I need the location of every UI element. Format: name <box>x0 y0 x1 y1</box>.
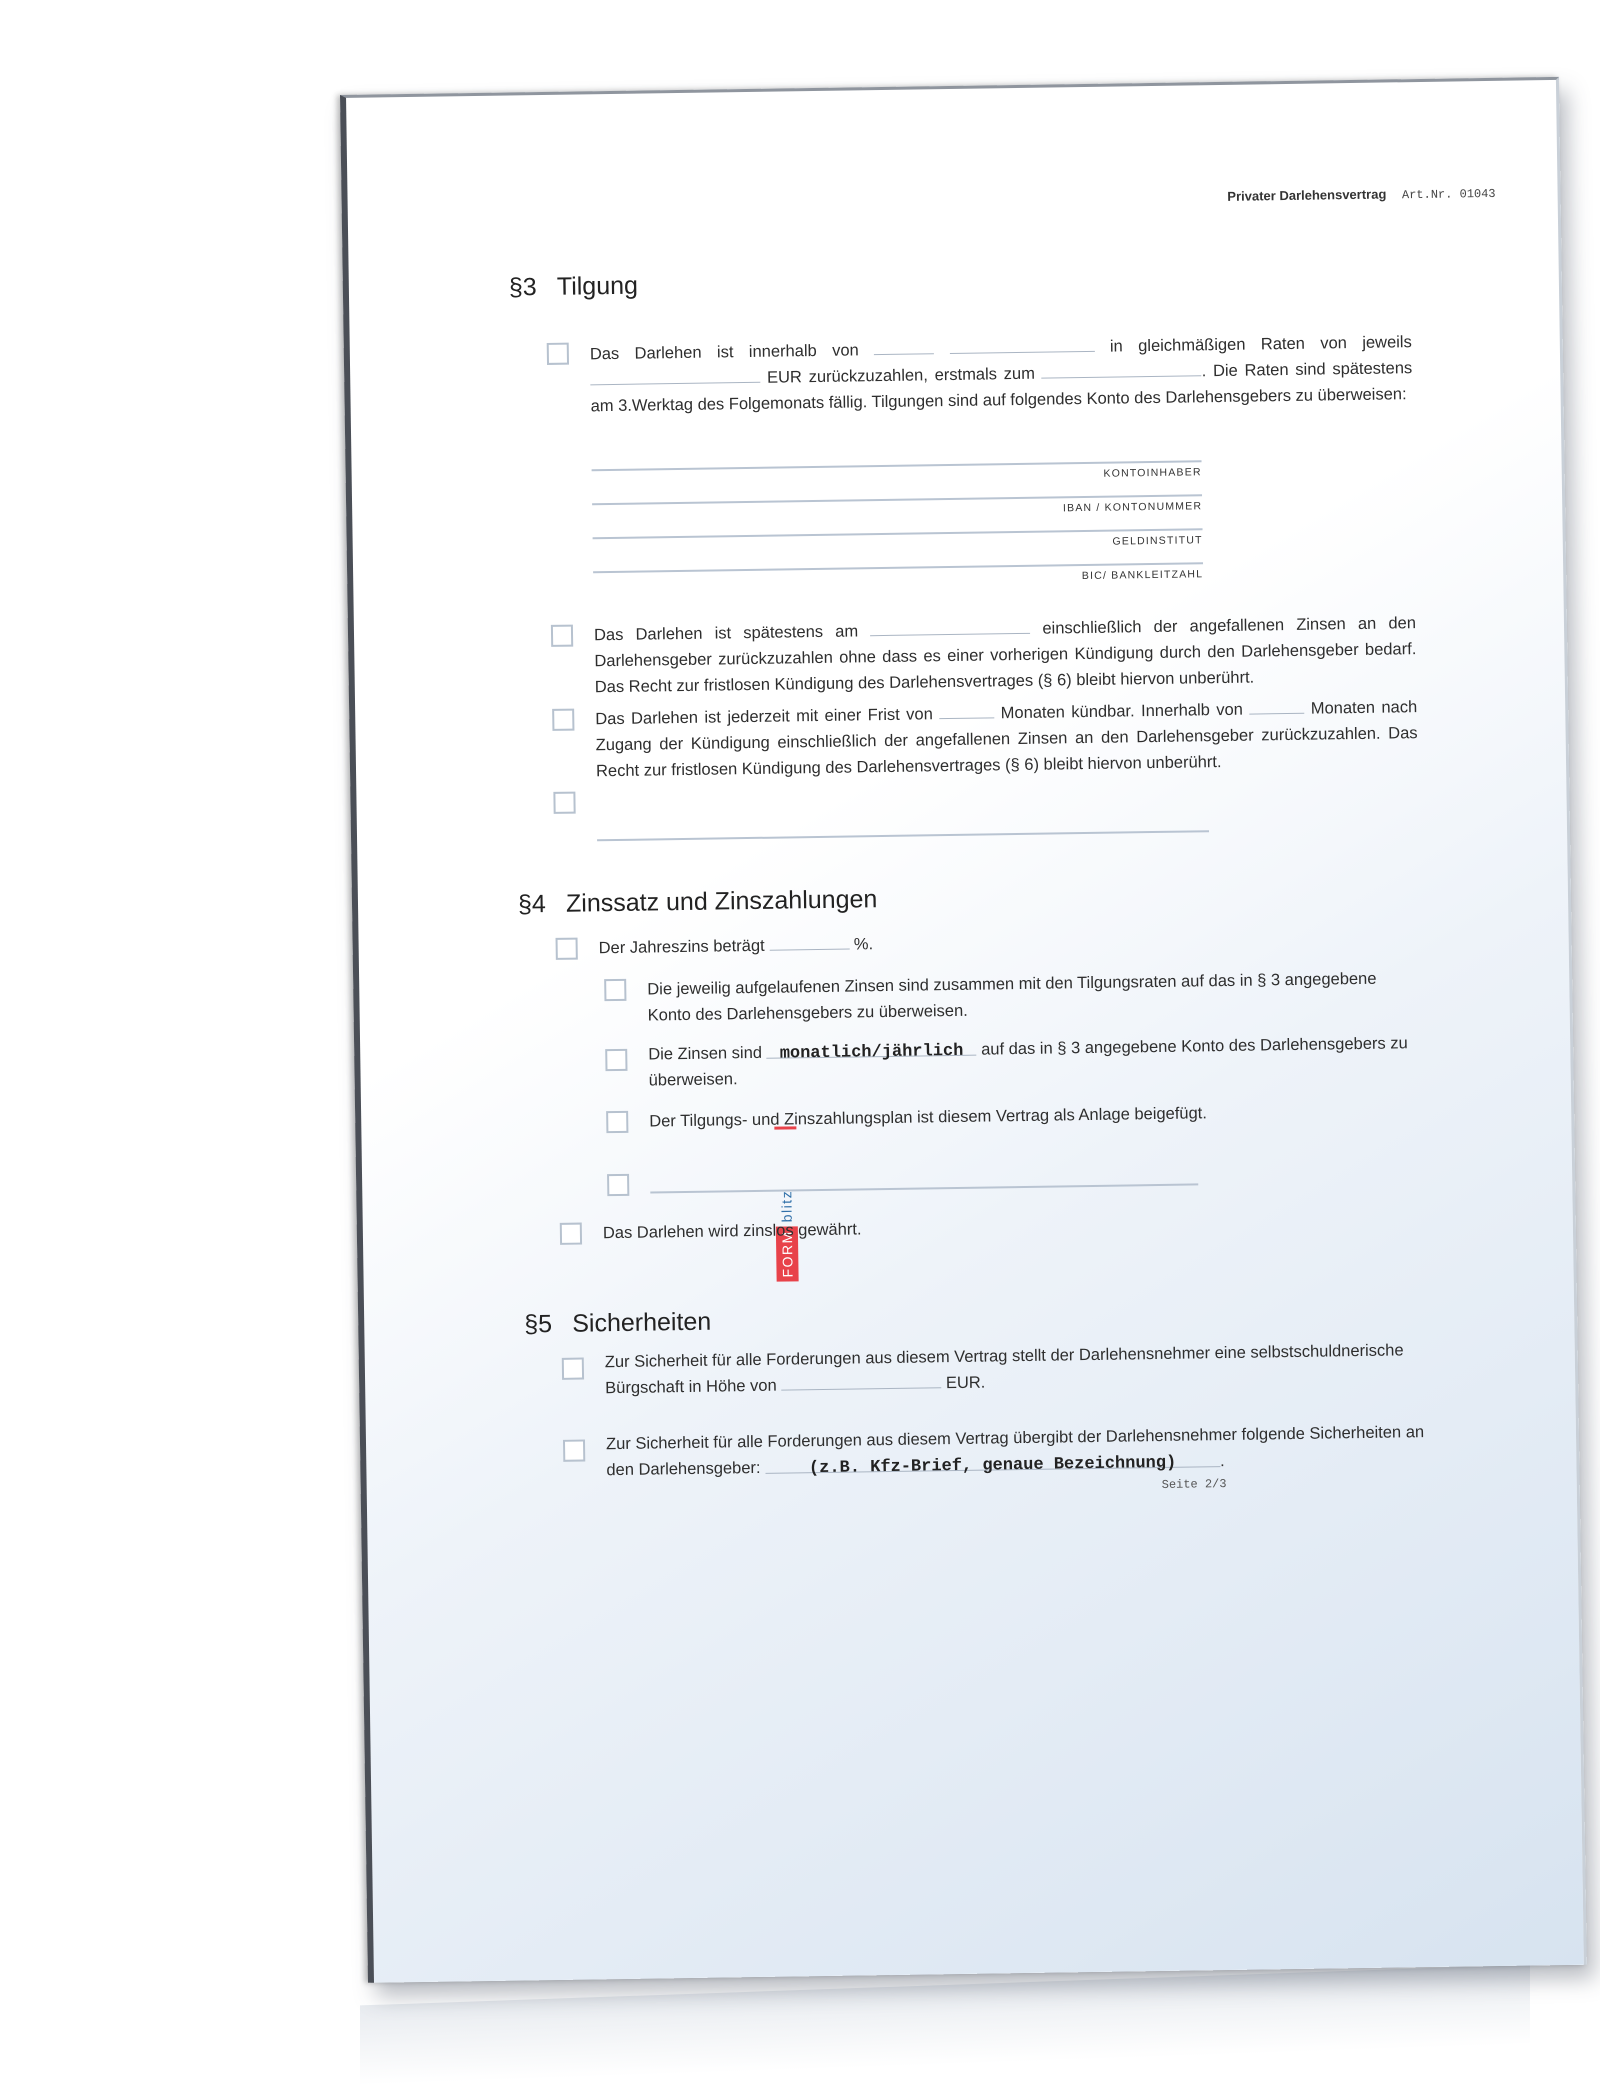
section-title: Zinssatz und Zinszahlungen <box>565 885 878 918</box>
logo-text-blitz: blitz <box>778 1189 795 1223</box>
bank-details <box>592 460 1204 589</box>
jahreszins-line <box>598 928 1098 961</box>
text: %. <box>853 935 874 954</box>
checkbox-tilgung-stichtag[interactable] <box>551 625 573 647</box>
fill-security-description[interactable] <box>765 1448 1220 1479</box>
tilgung-kuendigung-paragraph <box>595 694 1418 784</box>
checkbox-zinsen-mit-tilgung[interactable] <box>604 979 626 1001</box>
section-4-heading <box>518 885 878 919</box>
text: Zur Sicherheit für alle Forderungen aus diesem Vertrag stellt der Darlehensnehmer eine selbstschuldnerische Bürgschaft in Höhe von <box>604 1341 1404 1398</box>
document-header <box>1227 185 1495 205</box>
logo-text-form: FORM <box>776 1226 799 1282</box>
page-reflection <box>360 1965 1530 2086</box>
fill-duration-unit[interactable] <box>949 337 1094 354</box>
fill-rate-amount[interactable] <box>590 368 760 386</box>
text: Der Jahreszins beträgt <box>598 936 765 958</box>
text: Die Zinsen sind <box>648 1043 763 1064</box>
text: Das Darlehen ist innerhalb von <box>589 341 859 364</box>
checkbox-zinslos[interactable] <box>560 1223 582 1245</box>
checkbox-zahlungsplan[interactable] <box>606 1111 628 1133</box>
bank-label-bic: BIC/ BANKLEITZAHL <box>1081 568 1204 583</box>
bank-label-geldinstitut: GELDINSTITUT <box>1112 534 1203 548</box>
checkbox-tilgung-raten[interactable] <box>547 343 569 365</box>
fill-interest-interval[interactable] <box>766 1037 976 1064</box>
fill-guarantee-amount[interactable] <box>781 1373 941 1390</box>
text: Monaten kündbar. Innerhalb von <box>1000 700 1244 723</box>
checkbox-buergschaft[interactable] <box>562 1358 584 1380</box>
fill-tilgung-custom[interactable] <box>597 830 1209 841</box>
document-page <box>340 77 1587 1983</box>
zinsen-intervall-text <box>648 1030 1429 1094</box>
section-3-heading <box>509 272 638 303</box>
section-number: §4 <box>517 890 547 919</box>
page-number: Seite 2/3 <box>1161 1477 1227 1492</box>
text: EUR. <box>945 1373 986 1393</box>
buergschaft-paragraph <box>605 1337 1416 1401</box>
text: . Die Raten sind spätestens am 3.Werktag des Folgemonats fällig. Tilgungen sind auf folgendes Konto des Darlehensgebers zu überweisen: <box>590 359 1413 416</box>
checkbox-tilgung-custom[interactable] <box>553 792 575 814</box>
fill-interest-rate[interactable] <box>769 935 849 951</box>
text: Das Darlehen ist jederzeit mit einer Frist von <box>595 705 933 729</box>
text: Das Darlehen ist spätestens am <box>593 622 859 645</box>
document-title: Privater Darlehensvertrag <box>1227 186 1387 204</box>
fill-zinsen-custom[interactable] <box>650 1183 1198 1193</box>
zahlungsplan-text: Der Tilgungs- und Zinszahlungsplan ist diesem Vertrag als Anlage beigefügt. <box>649 1104 1208 1131</box>
tilgung-raten-paragraph <box>590 329 1413 419</box>
article-number: Art.Nr. 01043 <box>1401 186 1496 203</box>
fill-repayment-date[interactable] <box>870 619 1030 636</box>
checkbox-tilgung-kuendigung[interactable] <box>552 709 574 731</box>
fill-repay-months[interactable] <box>1249 699 1304 715</box>
text: EUR zurückzuzahlen, erstmals zum <box>766 364 1036 387</box>
fill-notice-months[interactable] <box>939 703 994 719</box>
section-title: Tilgung <box>556 271 639 301</box>
zinsen-mit-tilgung-text: Die jeweilig aufgelaufenen Zinsen sind zusammen mit den Tilgungsraten auf das in § 3 angegebene Konto des Darlehensgebers zu überweisen. <box>647 969 1377 1025</box>
bank-label-kontoinhaber: KONTOINHABER <box>1103 466 1202 480</box>
tilgung-stichtag-paragraph <box>594 610 1417 700</box>
security-description-value: (z.B. Kfz-Brief, genaue Bezeichnung) <box>808 1453 1177 1479</box>
text: Zur Sicherheit für alle Forderungen aus diesem Vertrag übergibt der Darlehensnehmer folgende Sicherheiten an den Darlehensgeber: <box>605 1423 1425 1480</box>
checkbox-zinsen-intervall[interactable] <box>605 1049 627 1071</box>
text: einschließlich der angefallenen Zinsen an den Darlehensgeber zurückzuzahlen ohne dass es einer vorherigen Kündigung durch den Darlehensgeber bedarf. Das Recht zur fristlosen Kündigung des Darlehensvertrages (§ 6) bleibt hiervon unberührt. <box>594 614 1417 697</box>
zinslos-text: Das Darlehen wird zinslos gewährt. <box>602 1220 862 1243</box>
interest-interval-value: monatlich/jährlich <box>779 1041 964 1064</box>
section-5-heading <box>524 1308 711 1340</box>
text: auf das in § 3 angegebene Konto des Darlehensgebers zu überweisen. <box>648 1034 1408 1090</box>
bank-label-iban: IBAN / KONTONUMMER <box>1062 500 1203 515</box>
section-number: §5 <box>524 1309 553 1339</box>
section-title: Sicherheiten <box>572 1307 712 1338</box>
fill-duration-amount[interactable] <box>874 339 934 355</box>
checkbox-sicherheiten[interactable] <box>563 1440 585 1462</box>
sicherheiten-paragraph <box>606 1419 1427 1483</box>
text: . <box>1219 1452 1225 1471</box>
checkbox-jahreszins[interactable] <box>556 938 578 960</box>
section-number: §3 <box>508 273 537 302</box>
fill-first-date[interactable] <box>1042 361 1202 378</box>
checkbox-zinsen-custom[interactable] <box>607 1174 629 1196</box>
formblitz-logo <box>774 1126 798 1281</box>
text: in gleichmäßigen Raten von jeweils <box>1109 333 1412 356</box>
text: Monaten nach Zugang der Kündigung einschließlich der angefallenen Zinsen an den Darlehensgeber zurückzuzahlen. Das Recht zur fristlosen Kündigung des Darlehensvertrages (§ 6) bleibt hiervon unberührt. <box>595 698 1418 781</box>
